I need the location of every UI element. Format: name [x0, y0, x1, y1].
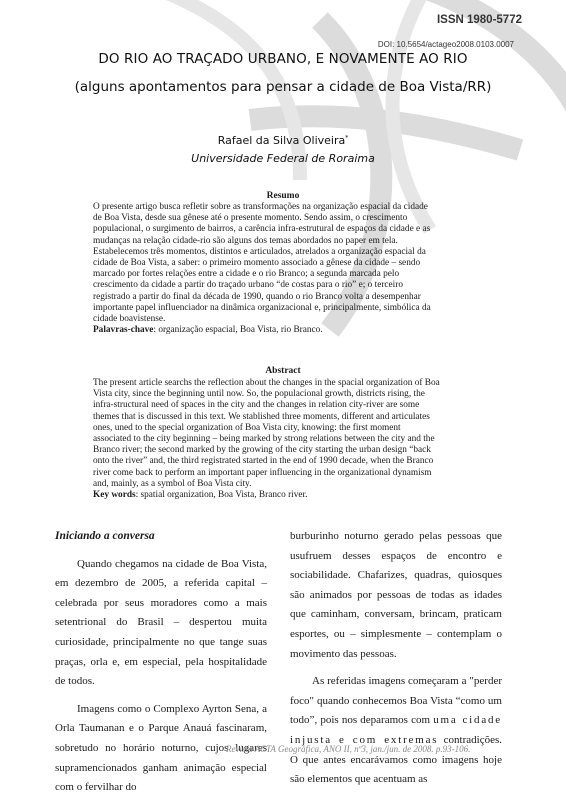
article-subtitle: (alguns apontamentos para pensar a cidade de Boa Vista/RR): [74, 79, 492, 95]
abstract-line: infra-structural need of spaces in the city and the changes in relation city-river are some: [93, 400, 420, 411]
abstract-heading: Abstract: [265, 366, 301, 376]
abstract-keywords-label: Key words: [93, 490, 136, 501]
resumo-line: importante papel influenciador na dinâmica organizacional e, principalmente, simbólica da: [93, 302, 431, 313]
author-name-text: Rafael da Silva Oliveira: [217, 134, 346, 147]
body-paragraph: Quando chegamos na cidade de Boa Vista, em dezembro de 2005, a referida capital – celebrada por seus moradores como a mais setentrional do Brasil – despertou muita curiosidade, principalmente no que tange suas praças, orla e, em especial, pela hospitalidade de todos.: [55, 557, 267, 688]
abstract-line: Vista city, since the beginning until now. So, the populacional growth, districts rising, the: [93, 389, 425, 400]
resumo-line: crescimento da cidade a partir do traçado urbano “de costas para o rio” e; o terceiro: [93, 280, 404, 291]
resumo-line: mudanças na relação cidade-rio são alguns dos temas abordados no paper em tela.: [93, 235, 398, 246]
author-footnote-mark: *: [345, 134, 349, 142]
resumo-body: [93, 202, 503, 336]
abstract-line: associated to the city beginning – being marked by strong relations between the city and the: [93, 434, 435, 445]
resumo-line: cidade boavistense.: [93, 314, 166, 325]
author-affiliation: Universidade Federal de Roraima: [191, 152, 375, 165]
abstract-line: The present article searchs the reflection about the changes in the spacial organization of Boa: [93, 378, 440, 388]
body-paragraph: burburinho noturno gerado pelas pessoas que usufruem desses espaços de encontro e sociabilidade. Chafarizes, quadras, quiosques são animados por pessoas de todas as idades que caminham, conversam, brincam, praticam esportes, ou – simplesmente – contemplam o movimento das pessoas.: [290, 530, 502, 660]
abstract-line: and, mainly, as a symbol of Boa Vista city.: [93, 478, 252, 489]
abstract-line: onto the river” and, the third registrated started in the end of 1990 decade, when the Branco: [93, 456, 434, 467]
resumo-keywords: [93, 325, 503, 336]
resumo-line: cidade de Boa Vista, a saber: o primeiro momento associado a gênese da cidade – sendo: [93, 258, 421, 269]
body-paragraph: [290, 672, 502, 790]
abstract-body: [93, 378, 503, 501]
resumo-keywords-label: Palavras-chave: [93, 325, 154, 336]
abstract-line: ones, uned to the special organization of Boa Vista city, knowing: the first moment: [93, 422, 401, 433]
abstract-keywords: [93, 490, 503, 501]
doi-label: DOI: 10.5654/actageo2008.0103.0007: [377, 40, 514, 49]
resumo-line: populacional, o surgimento de bairros, a carência infra-estrutural de espaços da cidade e as: [93, 224, 431, 235]
abstract-keywords-text: : spatial organization, Boa Vista, Branco river.: [135, 490, 308, 501]
body-column-left: [55, 527, 267, 798]
issn-label: ISSN 1980-5772: [436, 14, 522, 26]
journal-citation: Revista ACTA Geográfica, ANO II, nº3, jan./jun. de 2008. p.93-106.: [226, 744, 471, 754]
body-text-run: contradições. O que antes encarávamos como imagens hoje são elementos que acentuam as: [290, 733, 502, 786]
resumo-line: O presente artigo busca refletir sobre as transformações na organização espacial da cidade: [93, 202, 428, 212]
resumo-line: de Boa Vista, desde sua gênese até o presente momento. Sendo assim, o crescimento: [93, 213, 408, 224]
resumo-line: marcado por fortes relações entre a cidade e o rio Branco; a segunda marcada pelo: [93, 269, 400, 280]
section-heading: Iniciando a conversa: [55, 530, 155, 542]
resumo-line: registrado a partir do final da década de 1990, quando o rio Branco volta a desempenhar: [93, 291, 421, 302]
author-name: [0, 134, 566, 147]
body-text-run: As referidas imagens começaram a "perder foco" quando conhecemos Boa Vista “como um todo”, pois nos deparamos com: [290, 675, 502, 727]
abstract-line: Branco river; the second marked by the growing of the city starting the urban design “back: [93, 445, 431, 456]
article-title: DO RIO AO TRAÇADO URBANO, E NOVAMENTE AO RIO: [98, 51, 468, 67]
resumo-line: Estabelecemos três momentos, distintos e articulados, atrelados a organização espacial da: [93, 246, 426, 257]
resumo-keywords-text: : organização espacial, Boa Vista, rio Branco.: [153, 325, 323, 336]
abstract-line: themes that is discussed in this text. We stablished three moments, different and articulates: [93, 411, 430, 422]
body-text-run-spaced: uma cidade injusta e com extremas: [290, 714, 502, 746]
resumo-heading: Resumo: [266, 191, 300, 201]
body-paragraph: Imagens como o Complexo Ayrton Sena, a Orla Taumanan e o Parque Anauá fascinaram, sobretudo no horário noturno, cujos lugares supramencionados ganham animação especial com o fervilhar do: [55, 702, 267, 794]
abstract-line: river come back to perform an important paper influencing in the organizational dynamism: [93, 467, 432, 478]
